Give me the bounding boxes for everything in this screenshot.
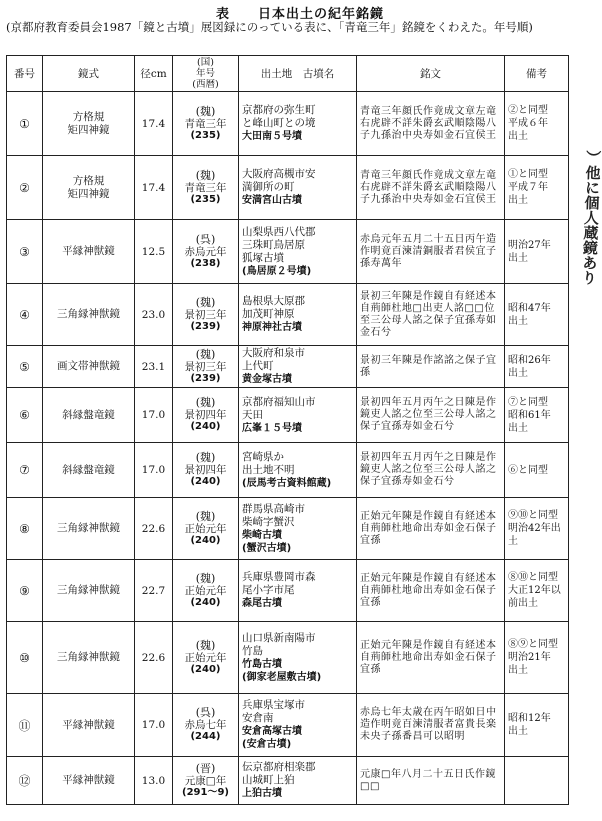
diameter: 22.7 [135, 560, 173, 622]
era-year [173, 560, 239, 622]
table-row [7, 388, 569, 443]
row-number: ⑫ [7, 757, 43, 805]
table-row [7, 622, 569, 694]
tomb-name: 大田南５号墳 [242, 131, 302, 142]
table-row [7, 156, 569, 220]
inscription: 景初三年陳是作鏡自有経述本自荊師杜地□出吏人詺□□位至三公母人詺之保子宜孫寿如金石兮 [357, 284, 505, 346]
diameter: 17.0 [135, 443, 173, 498]
table-body [7, 92, 569, 805]
mirror-type: 三角縁神獣鏡 [43, 498, 135, 560]
era-name: 赤烏七年 [184, 719, 227, 731]
find-site [239, 757, 357, 805]
dynasty: (魏) [195, 295, 216, 309]
header-row [7, 56, 569, 92]
row-number: ① [7, 92, 43, 156]
site-location: 大阪府高槻市安 満御所の町 [242, 168, 316, 193]
inscription: 青竜三年顔氏作竟成文章左竜右虎辟不詳朱爵玄武順陰陽八子九孫治中央寿如金石宜侯王 [357, 156, 505, 220]
remarks: ⑧⑩と同型 大正12年以 前出土 [505, 560, 569, 622]
tomb-name: 森尾古墳 [242, 598, 282, 609]
era-year [173, 443, 239, 498]
remarks: 昭和47年 出土 [505, 284, 569, 346]
western-year: (235) [190, 193, 221, 205]
era-name: 青竜三年 [184, 181, 227, 194]
era-name: 景初四年 [184, 464, 227, 476]
row-number: ④ [7, 284, 43, 346]
era-year [173, 220, 239, 284]
site-location: 群馬県高崎市 柴崎字蟹沢 [242, 502, 305, 528]
dynasty: (魏) [195, 509, 216, 523]
inscription: 青竜三年顔氏作竟成文章左竜右虎辟不詳朱爵玄武順陰陽八子九孫治中央寿如金石宜侯王 [357, 92, 505, 156]
western-year: (239) [190, 372, 221, 384]
diameter: 22.6 [135, 622, 173, 694]
find-site [239, 443, 357, 498]
diameter: 17.0 [135, 388, 173, 443]
row-number: ③ [7, 220, 43, 284]
dynasty: (呉) [195, 232, 216, 246]
remarks: ⑦と同型 昭和61年 出土 [505, 388, 569, 443]
row-number: ⑦ [7, 443, 43, 498]
western-year: (238) [190, 257, 221, 269]
remarks [505, 757, 569, 805]
western-year: (240) [190, 421, 221, 432]
dynasty: (魏) [195, 104, 216, 118]
inscription: 景初四年五月丙午之日陳是作鏡吏人詺之位至三公母人詺之保子宜孫寿如金石兮 [357, 443, 505, 498]
tomb-name: 黄金塚古墳 [242, 374, 292, 385]
remarks: ⑧⑨と同型 明治21年 出土 [505, 622, 569, 694]
era-name: 景初四年 [184, 409, 227, 421]
inscription: 正始元年陳是作鏡自有経述本自荊師杜地命出寿如金石保子宜孫 [357, 560, 505, 622]
western-year: (235) [190, 129, 221, 141]
row-number: ② [7, 156, 43, 220]
site-location: 伝京都府相楽郡 山城町上狛 [242, 761, 316, 786]
table-row [7, 443, 569, 498]
era-year [173, 498, 239, 560]
era-name: 正始元年 [184, 651, 227, 664]
tomb-name: (辰馬考古資料館蔵) [242, 477, 332, 489]
find-site [239, 156, 357, 220]
mirror-type: 方格規 矩四神鏡 [43, 156, 135, 220]
era-year [173, 388, 239, 443]
tomb-name: 安満宮山古墳 [242, 195, 302, 206]
site-location: 山口県新南陽市 竹島 [242, 631, 316, 657]
find-site [239, 220, 357, 284]
table-row [7, 284, 569, 346]
era-name: 景初三年 [184, 360, 227, 373]
header-place: 出土地 古墳名 [239, 56, 357, 92]
site-location: 山梨県西八代郡 三珠町鳥居原 狐塚古墳 [242, 225, 316, 264]
header-note: 備考 [505, 56, 569, 92]
mirror-type: 三角縁神獣鏡 [43, 560, 135, 622]
header-kind: 鏡式 [43, 56, 135, 92]
tomb-name: 広峯１５号墳 [242, 422, 302, 434]
mirror-type: 平縁神獣鏡 [43, 694, 135, 757]
mirror-type: 斜縁盤竜鏡 [43, 388, 135, 443]
dynasty: (魏) [195, 638, 216, 652]
site-location: 島根県大原郡 加茂町神原 [242, 295, 305, 320]
table-row [7, 498, 569, 560]
dynasty: (魏) [195, 396, 216, 409]
mirror-type: 斜縁盤竜鏡 [43, 443, 135, 498]
western-year: (240) [190, 663, 221, 675]
western-year: (291～9) [182, 786, 229, 798]
western-year: (244) [190, 731, 221, 742]
site-location: 兵庫県宝塚市 安倉南 [242, 699, 305, 724]
dynasty: (魏) [195, 571, 216, 585]
row-number: ⑥ [7, 388, 43, 443]
find-site [239, 694, 357, 757]
inscription: 赤烏七年太歳在丙午昭如日中造作明竟百湅清服者富貴長楽未央子孫番昌可以昭明 [357, 694, 505, 757]
inscription: 赤烏元年五月二十五日丙午造作明竟百湅清銅服者君侯宜子孫寿萬年 [357, 220, 505, 284]
dynasty: (魏) [195, 168, 216, 182]
dynasty: (呉) [195, 706, 216, 719]
diameter: 12.5 [135, 220, 173, 284]
find-site [239, 346, 357, 388]
site-location: 兵庫県豊岡市森 尾小字市尾 [242, 571, 316, 596]
remarks: ①と同型 平成７年 出土 [505, 156, 569, 220]
row-number: ⑩ [7, 622, 43, 694]
tomb-name: 竹島古墳 (御家老屋敷古墳) [242, 658, 322, 683]
find-site [239, 622, 357, 694]
era-year [173, 92, 239, 156]
row-number: ⑨ [7, 560, 43, 622]
header-year: (国) 年号 (西暦) [173, 56, 239, 92]
table-row [7, 220, 569, 284]
table-row [7, 757, 569, 805]
diameter: 17.4 [135, 156, 173, 220]
era-year [173, 694, 239, 757]
dynasty: (魏) [195, 451, 216, 464]
era-year [173, 346, 239, 388]
dynasty: (魏) [195, 347, 216, 361]
inscription: 正始元年陳是作鏡自有経述本自荊師杜地命出寿如金石保子宜孫 [357, 622, 505, 694]
table-row [7, 92, 569, 156]
find-site [239, 388, 357, 443]
site-location: 京都府福知山市 天田 [242, 395, 316, 421]
era-name: 正始元年 [184, 522, 227, 535]
remarks: ⑥と同型 [505, 443, 569, 498]
tomb-name: 柴崎古墳 (蟹沢古墳) [242, 529, 292, 554]
find-site [239, 560, 357, 622]
tomb-name: 上狛古墳 [242, 788, 282, 799]
era-year [173, 757, 239, 805]
find-site [239, 284, 357, 346]
era-year [173, 622, 239, 694]
inscription: 景初四年五月丙午之日陳是作鏡吏人詺之位至三公母人詺之保子宜孫寿如金石兮 [357, 388, 505, 443]
find-site [239, 498, 357, 560]
remarks: ⑨⑩と同型 明治42年出土 [505, 498, 569, 560]
era-name: 青竜三年 [184, 117, 227, 130]
inscription: 元康□年八月二十五日氏作鏡□□ [357, 757, 505, 805]
remarks: 昭和12年 出土 [505, 694, 569, 757]
header-dia: 径cm [135, 56, 173, 92]
mirror-type: 平縁神獣鏡 [43, 220, 135, 284]
table-row [7, 694, 569, 757]
title-label: 表 [215, 7, 230, 22]
mirror-type: 画文帯神獣鏡 [43, 346, 135, 388]
site-location: 京都府の弥生町 と峰山町との境 [242, 104, 316, 129]
era-name: 元康□年 [184, 774, 227, 787]
diameter: 17.4 [135, 92, 173, 156]
remarks: ②と同型 平成６年 出土 [505, 92, 569, 156]
title-text: 日本出土の紀年銘鏡 [258, 7, 385, 22]
era-year [173, 156, 239, 220]
remarks: 明治27年 出土 [505, 220, 569, 284]
row-number: ⑤ [7, 346, 43, 388]
inscription: 正始元年陳是作鏡自有経述本自荊師杜地命出寿如金石保子宜孫 [357, 498, 505, 560]
mirror-type: 方格規 矩四神鏡 [43, 92, 135, 156]
era-year [173, 284, 239, 346]
find-site [239, 92, 357, 156]
diameter: 23.1 [135, 346, 173, 388]
header-ins: 銘文 [357, 56, 505, 92]
subtitle: (京都府教育委員会1987「鏡と古墳」展図録にのっている表に、「青竜三年」銘鏡をくわえた。年号順) [6, 20, 533, 34]
dynasty: (晋) [195, 761, 216, 775]
western-year: (240) [190, 596, 221, 608]
diameter: 23.0 [135, 284, 173, 346]
tomb-name: 安倉高塚古墳 (安倉古墳) [242, 726, 302, 750]
site-location: 大阪府和泉市 上代町 [242, 347, 305, 372]
row-number: ⑪ [7, 694, 43, 757]
western-year: (239) [190, 320, 221, 332]
western-year: (240) [190, 476, 221, 487]
remarks: 昭和26年 出土 [505, 346, 569, 388]
handwritten-note: ）他に個人蔵鏡あり [579, 149, 602, 286]
mirror-type: 三角縁神獣鏡 [43, 622, 135, 694]
diameter: 17.0 [135, 694, 173, 757]
western-year: (240) [190, 534, 221, 546]
mirror-type: 平縁神獣鏡 [43, 757, 135, 805]
era-name: 赤烏元年 [184, 245, 227, 258]
site-location: 宮崎県か 出土地不明 [242, 450, 295, 476]
row-number: ⑧ [7, 498, 43, 560]
mirror-type: 三角縁神獣鏡 [43, 284, 135, 346]
header-no: 番号 [7, 56, 43, 92]
diameter: 13.0 [135, 757, 173, 805]
tomb-name: (鳥居原２号墳) [242, 265, 312, 277]
table-row [7, 346, 569, 388]
mirror-table [6, 55, 569, 805]
diameter: 22.6 [135, 498, 173, 560]
era-name: 景初三年 [184, 308, 227, 321]
table-row [7, 560, 569, 622]
tomb-name: 神原神社古墳 [242, 322, 302, 333]
era-name: 正始元年 [184, 584, 227, 597]
inscription: 景初三年陳是作詺詺之保子宜孫 [357, 346, 505, 388]
